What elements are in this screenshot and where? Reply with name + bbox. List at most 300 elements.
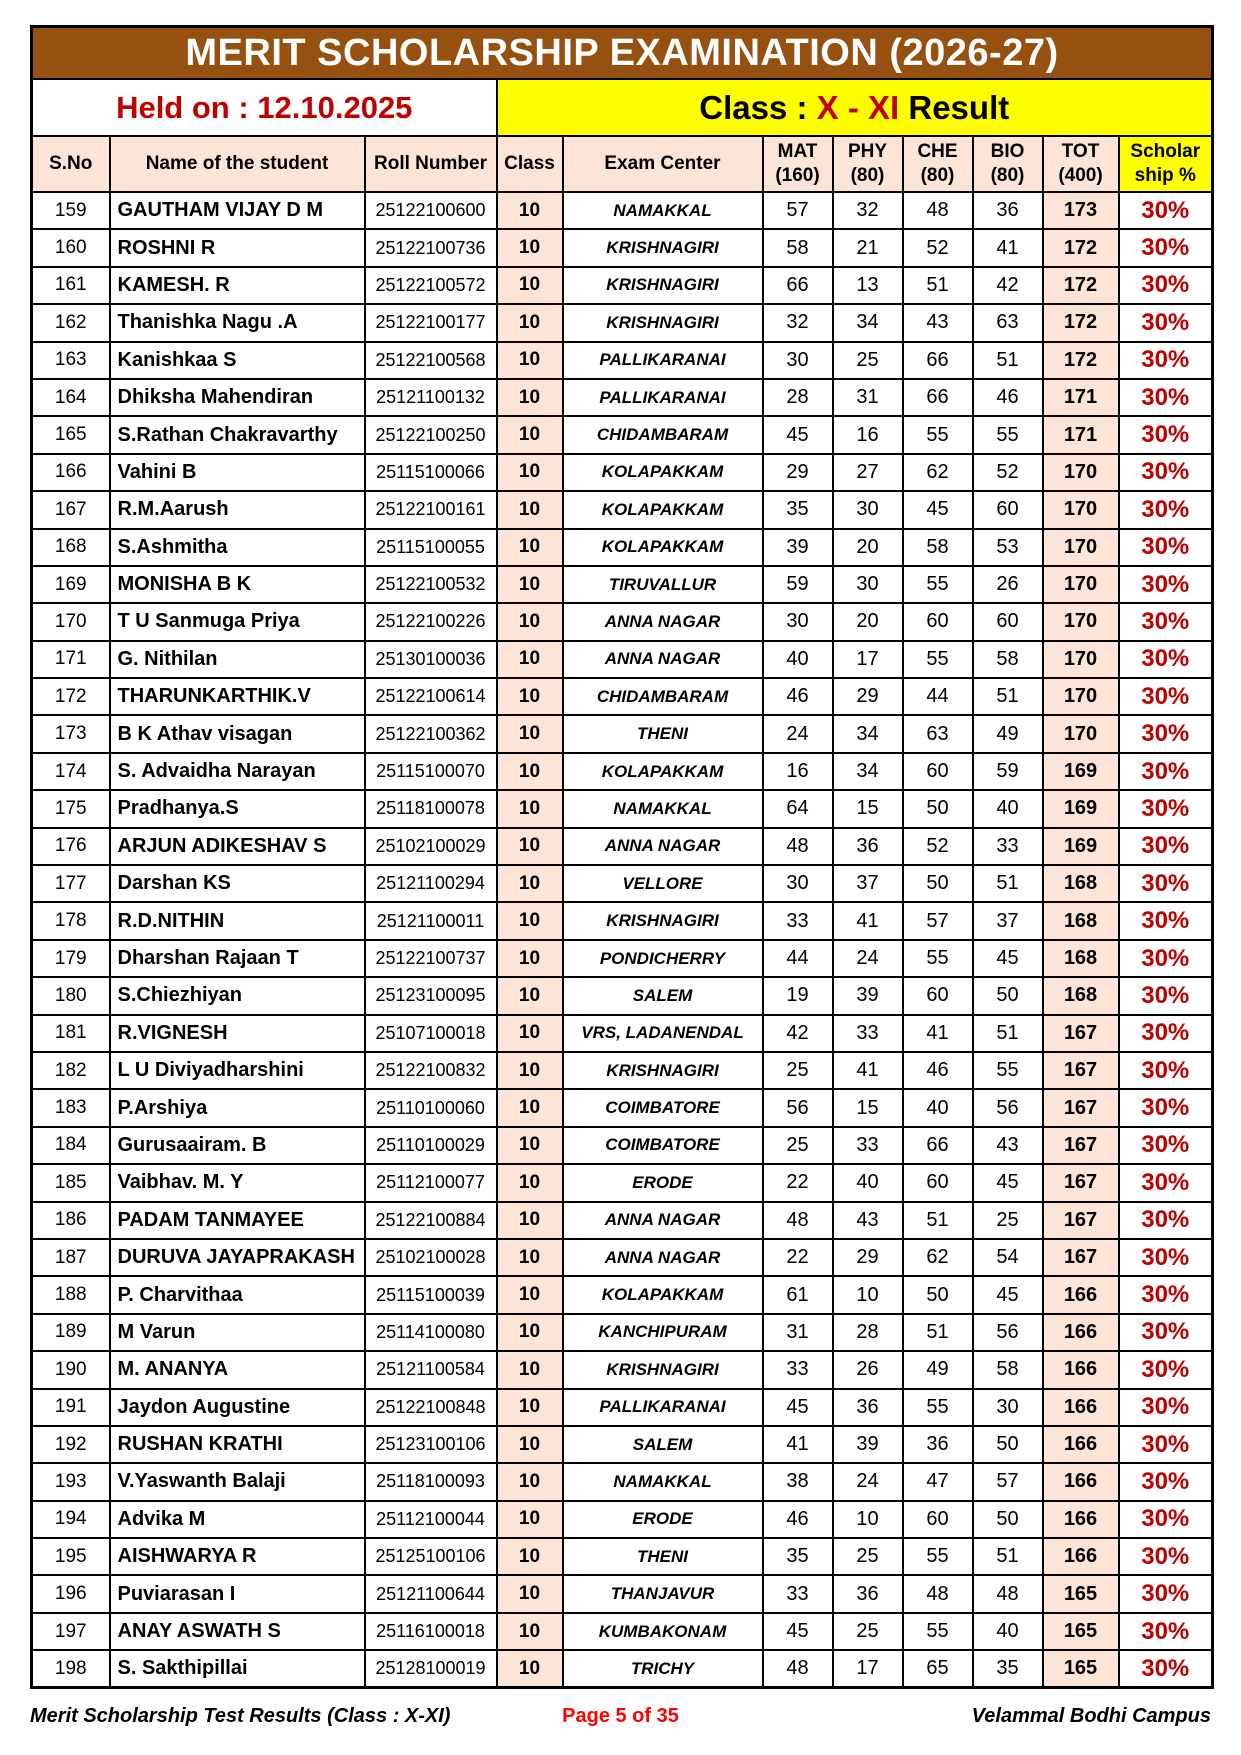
table-row: [32, 1501, 1213, 1538]
scholarship-cell: 30%: [1119, 1314, 1213, 1351]
roll-cell: 25102100029: [365, 828, 497, 865]
che-cell: 45: [903, 491, 973, 528]
bio-cell: 25: [973, 1202, 1043, 1239]
center-cell: COIMBATORE: [563, 1089, 763, 1126]
bio-cell: 57: [973, 1463, 1043, 1500]
class-cell: 10: [497, 1127, 563, 1164]
scholarship-cell: 30%: [1119, 1202, 1213, 1239]
class-cell: 10: [497, 715, 563, 752]
roll-cell: 25122100161: [365, 491, 497, 528]
scholarship-cell: 30%: [1119, 1426, 1213, 1463]
tot-cell: 166: [1043, 1501, 1119, 1538]
roll-cell: 25122100600: [365, 192, 497, 229]
sno-cell: 179: [32, 940, 110, 977]
table-row: [32, 678, 1213, 715]
title-row: [32, 27, 1213, 80]
sno-cell: 182: [32, 1052, 110, 1089]
mat-cell: 48: [763, 828, 833, 865]
mat-cell: 33: [763, 902, 833, 939]
mat-cell: 66: [763, 267, 833, 304]
center-cell: THENI: [563, 1538, 763, 1575]
scholarship-cell: 30%: [1119, 1052, 1213, 1089]
roll-cell: 25110100060: [365, 1089, 497, 1126]
mat-cell: 25: [763, 1127, 833, 1164]
sno-cell: 173: [32, 715, 110, 752]
phy-cell: 29: [833, 678, 903, 715]
class-cell: 10: [497, 192, 563, 229]
phy-cell: 16: [833, 416, 903, 453]
che-cell: 60: [903, 977, 973, 1014]
held-on-label: Held on : 12.10.2025: [32, 79, 497, 136]
name-cell: THARUNKARTHIK.V: [110, 678, 365, 715]
sno-cell: 170: [32, 603, 110, 640]
table-row: [32, 1538, 1213, 1575]
scholarship-cell: 30%: [1119, 940, 1213, 977]
class-cell: 10: [497, 940, 563, 977]
phy-cell: 40: [833, 1164, 903, 1201]
sno-cell: 194: [32, 1501, 110, 1538]
roll-cell: 25102100028: [365, 1239, 497, 1276]
che-cell: 51: [903, 1202, 973, 1239]
table-row: [32, 1351, 1213, 1388]
mat-cell: 29: [763, 454, 833, 491]
roll-cell: 25122100832: [365, 1052, 497, 1089]
center-cell: PALLIKARANAI: [563, 379, 763, 416]
name-cell: PADAM TANMAYEE: [110, 1202, 365, 1239]
che-cell: 57: [903, 902, 973, 939]
che-cell: 40: [903, 1089, 973, 1126]
results-table: [30, 25, 1214, 1689]
class-cell: 10: [497, 1089, 563, 1126]
tot-cell: 168: [1043, 940, 1119, 977]
sno-cell: 193: [32, 1463, 110, 1500]
col-header-name: Name of the student: [110, 136, 365, 192]
roll-cell: 25122100568: [365, 342, 497, 379]
phy-cell: 21: [833, 229, 903, 266]
bio-cell: 33: [973, 828, 1043, 865]
roll-cell: 25122100250: [365, 416, 497, 453]
mat-cell: 41: [763, 1426, 833, 1463]
bio-cell: 30: [973, 1389, 1043, 1426]
table-row: [32, 865, 1213, 902]
tot-cell: 168: [1043, 865, 1119, 902]
phy-cell: 39: [833, 977, 903, 1014]
che-cell: 36: [903, 1426, 973, 1463]
table-row: [32, 192, 1213, 229]
scholarship-cell: 30%: [1119, 1015, 1213, 1052]
che-cell: 50: [903, 790, 973, 827]
tot-cell: 165: [1043, 1613, 1119, 1650]
tot-cell: 170: [1043, 566, 1119, 603]
roll-cell: 25118100078: [365, 790, 497, 827]
scholarship-cell: 30%: [1119, 1089, 1213, 1126]
che-cell: 65: [903, 1650, 973, 1687]
scholarship-cell: 30%: [1119, 1351, 1213, 1388]
tot-cell: 171: [1043, 416, 1119, 453]
name-cell: V.Yaswanth Balaji: [110, 1463, 365, 1500]
class-cell: 10: [497, 1052, 563, 1089]
phy-cell: 36: [833, 1389, 903, 1426]
sno-cell: 176: [32, 828, 110, 865]
che-cell: 44: [903, 678, 973, 715]
mat-cell: 30: [763, 342, 833, 379]
name-cell: S. Advaidha Narayan: [110, 753, 365, 790]
scholarship-cell: 30%: [1119, 1538, 1213, 1575]
class-cell: 10: [497, 641, 563, 678]
tot-cell: 172: [1043, 304, 1119, 341]
center-cell: THANJAVUR: [563, 1575, 763, 1612]
tot-cell: 167: [1043, 1164, 1119, 1201]
name-cell: Jaydon Augustine: [110, 1389, 365, 1426]
sno-cell: 167: [32, 491, 110, 528]
phy-cell: 15: [833, 790, 903, 827]
class-cell: 10: [497, 1276, 563, 1313]
roll-cell: 25121100584: [365, 1351, 497, 1388]
mat-cell: 33: [763, 1575, 833, 1612]
col-header-mat: MAT (160): [763, 136, 833, 192]
mat-cell: 59: [763, 566, 833, 603]
table-row: [32, 379, 1213, 416]
phy-cell: 43: [833, 1202, 903, 1239]
roll-cell: 25122100736: [365, 229, 497, 266]
phy-cell: 28: [833, 1314, 903, 1351]
col-header-tot: TOT (400): [1043, 136, 1119, 192]
roll-cell: 25128100019: [365, 1650, 497, 1687]
table-row: [32, 1613, 1213, 1650]
center-cell: SALEM: [563, 1426, 763, 1463]
sno-cell: 196: [32, 1575, 110, 1612]
che-cell: 55: [903, 641, 973, 678]
roll-cell: 25130100036: [365, 641, 497, 678]
mat-cell: 45: [763, 416, 833, 453]
col-header-che: CHE (80): [903, 136, 973, 192]
mat-cell: 24: [763, 715, 833, 752]
sno-cell: 166: [32, 454, 110, 491]
scholarship-cell: 30%: [1119, 828, 1213, 865]
che-cell: 48: [903, 192, 973, 229]
name-cell: M. ANANYA: [110, 1351, 365, 1388]
che-cell: 46: [903, 1052, 973, 1089]
center-cell: ANNA NAGAR: [563, 1202, 763, 1239]
center-cell: PALLIKARANAI: [563, 342, 763, 379]
che-cell: 55: [903, 416, 973, 453]
sno-cell: 159: [32, 192, 110, 229]
tot-cell: 167: [1043, 1015, 1119, 1052]
roll-cell: 25122100737: [365, 940, 497, 977]
class-cell: 10: [497, 1351, 563, 1388]
tot-cell: 166: [1043, 1426, 1119, 1463]
center-cell: PALLIKARANAI: [563, 1389, 763, 1426]
name-cell: ARJUN ADIKESHAV S: [110, 828, 365, 865]
roll-cell: 25121100132: [365, 379, 497, 416]
scholarship-cell: 30%: [1119, 342, 1213, 379]
che-cell: 55: [903, 1389, 973, 1426]
center-cell: TRICHY: [563, 1650, 763, 1687]
table-row: [32, 1015, 1213, 1052]
class-cell: 10: [497, 1164, 563, 1201]
col-header-class: Class: [497, 136, 563, 192]
tot-cell: 167: [1043, 1202, 1119, 1239]
center-cell: TIRUVALLUR: [563, 566, 763, 603]
name-cell: ANAY ASWATH S: [110, 1613, 365, 1650]
roll-cell: 25122100362: [365, 715, 497, 752]
table-row: [32, 454, 1213, 491]
scholarship-cell: 30%: [1119, 715, 1213, 752]
table-row: [32, 566, 1213, 603]
class-cell: 10: [497, 304, 563, 341]
center-cell: KOLAPAKKAM: [563, 753, 763, 790]
scholarship-cell: 30%: [1119, 304, 1213, 341]
che-cell: 60: [903, 603, 973, 640]
scholarship-cell: 30%: [1119, 192, 1213, 229]
class-result-highlight: X - XI: [816, 88, 900, 126]
class-cell: 10: [497, 1239, 563, 1276]
class-result-label: [497, 79, 1213, 136]
phy-cell: 25: [833, 1613, 903, 1650]
name-cell: P. Charvithaa: [110, 1276, 365, 1313]
roll-cell: 25115100066: [365, 454, 497, 491]
bio-cell: 26: [973, 566, 1043, 603]
che-cell: 62: [903, 1239, 973, 1276]
tot-cell: 170: [1043, 454, 1119, 491]
roll-cell: 25122100226: [365, 603, 497, 640]
bio-cell: 56: [973, 1314, 1043, 1351]
che-cell: 41: [903, 1015, 973, 1052]
bio-cell: 50: [973, 1426, 1043, 1463]
che-cell: 66: [903, 1127, 973, 1164]
phy-cell: 37: [833, 865, 903, 902]
class-result-suffix: Result: [899, 88, 1010, 126]
table-row: [32, 491, 1213, 528]
phy-cell: 13: [833, 267, 903, 304]
scholarship-cell: 30%: [1119, 229, 1213, 266]
table-row: [32, 1463, 1213, 1500]
exam-title: MERIT SCHOLARSHIP EXAMINATION (2026-27): [32, 27, 1213, 80]
center-cell: KRISHNAGIRI: [563, 304, 763, 341]
sno-cell: 164: [32, 379, 110, 416]
table-row: [32, 529, 1213, 566]
che-cell: 51: [903, 1314, 973, 1351]
class-cell: 10: [497, 603, 563, 640]
center-cell: ANNA NAGAR: [563, 641, 763, 678]
name-cell: MONISHA B K: [110, 566, 365, 603]
che-cell: 60: [903, 1501, 973, 1538]
name-cell: DURUVA JAYAPRAKASH: [110, 1239, 365, 1276]
mat-cell: 64: [763, 790, 833, 827]
sno-cell: 186: [32, 1202, 110, 1239]
sno-cell: 161: [32, 267, 110, 304]
class-cell: 10: [497, 379, 563, 416]
sno-cell: 187: [32, 1239, 110, 1276]
sno-cell: 160: [32, 229, 110, 266]
che-cell: 47: [903, 1463, 973, 1500]
sno-cell: 174: [32, 753, 110, 790]
center-cell: KRISHNAGIRI: [563, 267, 763, 304]
col-header-phy: PHY (80): [833, 136, 903, 192]
roll-cell: 25122100177: [365, 304, 497, 341]
phy-cell: 31: [833, 379, 903, 416]
scholarship-cell: 30%: [1119, 1501, 1213, 1538]
che-cell: 66: [903, 379, 973, 416]
scholarship-cell: 30%: [1119, 1276, 1213, 1313]
table-row: [32, 1127, 1213, 1164]
mat-cell: 35: [763, 1538, 833, 1575]
col-header-roll: Roll Number: [365, 136, 497, 192]
che-cell: 49: [903, 1351, 973, 1388]
name-cell: S.Ashmitha: [110, 529, 365, 566]
phy-cell: 36: [833, 828, 903, 865]
tot-cell: 167: [1043, 1089, 1119, 1126]
name-cell: Advika M: [110, 1501, 365, 1538]
class-cell: 10: [497, 1389, 563, 1426]
phy-cell: 34: [833, 304, 903, 341]
center-cell: KRISHNAGIRI: [563, 902, 763, 939]
phy-cell: 30: [833, 491, 903, 528]
tot-cell: 167: [1043, 1239, 1119, 1276]
scholarship-cell: 30%: [1119, 1650, 1213, 1687]
tot-cell: 167: [1043, 1127, 1119, 1164]
phy-cell: 41: [833, 902, 903, 939]
table-row: [32, 790, 1213, 827]
center-cell: KOLAPAKKAM: [563, 1276, 763, 1313]
che-cell: 50: [903, 865, 973, 902]
mat-cell: 45: [763, 1613, 833, 1650]
class-cell: 10: [497, 1463, 563, 1500]
mat-cell: 31: [763, 1314, 833, 1351]
sno-cell: 168: [32, 529, 110, 566]
che-cell: 52: [903, 828, 973, 865]
scholarship-cell: 30%: [1119, 267, 1213, 304]
center-cell: KOLAPAKKAM: [563, 491, 763, 528]
bio-cell: 60: [973, 491, 1043, 528]
table-row: [32, 1650, 1213, 1687]
col-header-scholarship: Scholar ship %: [1119, 136, 1213, 192]
table-row: [32, 940, 1213, 977]
class-cell: 10: [497, 416, 563, 453]
tot-cell: 166: [1043, 1538, 1119, 1575]
roll-cell: 25123100106: [365, 1426, 497, 1463]
roll-cell: 25107100018: [365, 1015, 497, 1052]
table-row: [32, 416, 1213, 453]
col-header-sno: S.No: [32, 136, 110, 192]
bio-cell: 51: [973, 1015, 1043, 1052]
che-cell: 55: [903, 940, 973, 977]
sno-cell: 172: [32, 678, 110, 715]
tot-cell: 170: [1043, 529, 1119, 566]
name-cell: P.Arshiya: [110, 1089, 365, 1126]
name-cell: Vaibhav. M. Y: [110, 1164, 365, 1201]
class-cell: 10: [497, 1426, 563, 1463]
scholarship-cell: 30%: [1119, 1164, 1213, 1201]
class-result-prefix: Class :: [699, 88, 817, 126]
name-cell: Pradhanya.S: [110, 790, 365, 827]
col-header-center: Exam Center: [563, 136, 763, 192]
scholarship-cell: 30%: [1119, 1613, 1213, 1650]
phy-cell: 20: [833, 529, 903, 566]
center-cell: KOLAPAKKAM: [563, 529, 763, 566]
table-row: [32, 753, 1213, 790]
phy-cell: 36: [833, 1575, 903, 1612]
bio-cell: 46: [973, 379, 1043, 416]
name-cell: B K Athav visagan: [110, 715, 365, 752]
mat-cell: 30: [763, 603, 833, 640]
roll-cell: 25123100095: [365, 977, 497, 1014]
scholarship-cell: 30%: [1119, 379, 1213, 416]
sno-cell: 169: [32, 566, 110, 603]
mat-cell: 22: [763, 1164, 833, 1201]
bio-cell: 60: [973, 603, 1043, 640]
scholarship-cell: 30%: [1119, 1463, 1213, 1500]
mat-cell: 16: [763, 753, 833, 790]
center-cell: ANNA NAGAR: [563, 603, 763, 640]
mat-cell: 33: [763, 1351, 833, 1388]
phy-cell: 32: [833, 192, 903, 229]
mat-cell: 38: [763, 1463, 833, 1500]
class-cell: 10: [497, 753, 563, 790]
mat-cell: 42: [763, 1015, 833, 1052]
tot-cell: 166: [1043, 1314, 1119, 1351]
class-cell: 10: [497, 1501, 563, 1538]
name-cell: R.VIGNESH: [110, 1015, 365, 1052]
phy-cell: 24: [833, 940, 903, 977]
scholarship-cell: 30%: [1119, 678, 1213, 715]
center-cell: NAMAKKAL: [563, 1463, 763, 1500]
name-cell: M Varun: [110, 1314, 365, 1351]
name-cell: Puviarasan I: [110, 1575, 365, 1612]
tot-cell: 171: [1043, 379, 1119, 416]
sno-cell: 183: [32, 1089, 110, 1126]
bio-cell: 45: [973, 1164, 1043, 1201]
table-row: [32, 1052, 1213, 1089]
table-row: [32, 1276, 1213, 1313]
sno-cell: 165: [32, 416, 110, 453]
sno-cell: 162: [32, 304, 110, 341]
phy-cell: 20: [833, 603, 903, 640]
bio-cell: 51: [973, 342, 1043, 379]
tot-cell: 166: [1043, 1351, 1119, 1388]
che-cell: 58: [903, 529, 973, 566]
class-cell: 10: [497, 977, 563, 1014]
che-cell: 55: [903, 1538, 973, 1575]
scholarship-cell: 30%: [1119, 566, 1213, 603]
footer-report-title: Merit Scholarship Test Results (Class : X-XI): [30, 1705, 451, 1728]
mat-cell: 39: [763, 529, 833, 566]
bio-cell: 56: [973, 1089, 1043, 1126]
scholarship-cell: 30%: [1119, 865, 1213, 902]
class-cell: 10: [497, 865, 563, 902]
class-cell: 10: [497, 1613, 563, 1650]
bio-cell: 51: [973, 865, 1043, 902]
footer-campus-name: Velammal Bodhi Campus: [971, 1705, 1211, 1728]
tot-cell: 172: [1043, 229, 1119, 266]
mat-cell: 35: [763, 491, 833, 528]
roll-cell: 25122100532: [365, 566, 497, 603]
center-cell: KUMBAKONAM: [563, 1613, 763, 1650]
phy-cell: 33: [833, 1127, 903, 1164]
phy-cell: 34: [833, 753, 903, 790]
bio-cell: 51: [973, 1538, 1043, 1575]
sno-cell: 190: [32, 1351, 110, 1388]
tot-cell: 170: [1043, 491, 1119, 528]
sno-cell: 197: [32, 1613, 110, 1650]
bio-cell: 58: [973, 1351, 1043, 1388]
table-row: [32, 1164, 1213, 1201]
center-cell: VELLORE: [563, 865, 763, 902]
table-row: [32, 229, 1213, 266]
bio-cell: 40: [973, 790, 1043, 827]
bio-cell: 55: [973, 416, 1043, 453]
scholarship-cell: 30%: [1119, 1127, 1213, 1164]
